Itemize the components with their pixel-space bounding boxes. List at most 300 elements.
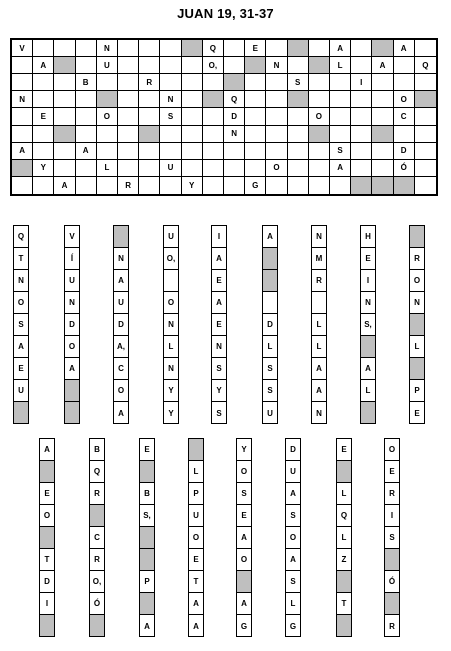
strip-cell: E <box>414 408 420 418</box>
strip-cell: O, <box>164 248 178 270</box>
grid-cell: S <box>160 108 181 125</box>
strip-cell: Q <box>14 226 28 248</box>
strip-cell: Q <box>337 505 351 527</box>
strip-cell: T <box>14 248 28 270</box>
strip-cell-shaded <box>237 571 251 593</box>
strip-cell: R <box>389 621 395 631</box>
grid-cell: D <box>394 143 415 160</box>
strip-cell: E <box>212 314 226 336</box>
strip-cell <box>263 292 277 314</box>
grid-cell <box>351 108 372 125</box>
strip-cell: A <box>237 527 251 549</box>
strip-cell: N <box>114 248 128 270</box>
strip-cell: D <box>263 314 277 336</box>
page-title: JUAN 19, 31-37 <box>177 6 274 21</box>
grid-cell <box>224 160 245 177</box>
grid-cell <box>224 143 245 160</box>
strip-cell: O, <box>90 571 104 593</box>
grid-cell <box>288 126 309 143</box>
grid-cell: Y <box>182 177 203 194</box>
grid-cell <box>309 91 330 108</box>
strip-cell: S <box>263 358 277 380</box>
grid-cell <box>12 126 33 143</box>
strip-cell-shaded <box>40 615 54 637</box>
strip-cell-shaded <box>14 402 28 424</box>
grid-cell <box>54 160 75 177</box>
grid-cell <box>351 160 372 177</box>
grid-cell <box>245 160 266 177</box>
strip-cell: Q <box>90 461 104 483</box>
strip-cell-shaded <box>90 615 104 637</box>
grid-cell <box>76 108 97 125</box>
strip-cell: O <box>237 549 251 571</box>
grid-cell: A <box>330 40 351 57</box>
grid-cell-shaded <box>372 40 393 57</box>
strip-cell: L <box>164 336 178 358</box>
grid-cell <box>245 108 266 125</box>
grid-cell <box>182 91 203 108</box>
strip-cell: L <box>263 336 277 358</box>
grid-cell: L <box>330 57 351 74</box>
strip-cell: I <box>212 226 226 248</box>
letter-strip <box>13 225 29 424</box>
strip-cell: L <box>361 380 375 402</box>
grid-cell <box>118 57 139 74</box>
grid-cell <box>118 91 139 108</box>
strip-cell: E <box>14 358 28 380</box>
strip-cell: A <box>114 270 128 292</box>
grid-cell <box>203 74 224 91</box>
grid-cell <box>97 143 118 160</box>
grid-cell <box>182 57 203 74</box>
strip-cell: L <box>410 336 424 358</box>
grid-cell <box>97 74 118 91</box>
strip-cell: B <box>90 439 104 461</box>
grid-cell: Q <box>415 57 436 74</box>
strip-cell: A <box>118 408 124 418</box>
grid-cell: O, <box>203 57 224 74</box>
strip-cell <box>312 292 326 314</box>
grid-cell <box>266 91 287 108</box>
grid-cell: I <box>351 74 372 91</box>
grid-cell <box>288 177 309 194</box>
strip-cell-shaded <box>140 461 154 483</box>
strip-cell: O <box>385 439 399 461</box>
grid-cell-shaded <box>372 126 393 143</box>
grid-cell <box>33 40 54 57</box>
grid-cell <box>118 126 139 143</box>
grid-cell: E <box>245 40 266 57</box>
grid-cell <box>203 143 224 160</box>
grid-cell: B <box>76 74 97 91</box>
strip-cell: S <box>14 314 28 336</box>
grid-cell-shaded <box>12 160 33 177</box>
strip-cell-shaded <box>385 593 399 615</box>
strip-cell: S <box>216 408 222 418</box>
grid-cell <box>309 143 330 160</box>
strip-cell: U <box>114 292 128 314</box>
strip-cell: R <box>90 549 104 571</box>
grid-cell <box>139 40 160 57</box>
strip-cell: E <box>189 549 203 571</box>
grid-cell <box>33 91 54 108</box>
grid-cell <box>160 74 181 91</box>
grid-cell: A <box>12 143 33 160</box>
strip-cell: Y <box>212 380 226 402</box>
letter-strip <box>236 438 252 637</box>
strip-cell: N <box>164 358 178 380</box>
grid-cell <box>203 126 224 143</box>
strip-cell: S, <box>361 314 375 336</box>
grid-cell <box>245 126 266 143</box>
strip-cell-shaded <box>337 571 351 593</box>
grid-cell <box>415 74 436 91</box>
grid-cell: O <box>309 108 330 125</box>
grid-cell: N <box>12 91 33 108</box>
strip-cell: E <box>237 505 251 527</box>
grid-cell <box>266 143 287 160</box>
grid-cell: Ó <box>394 160 415 177</box>
strip-cell: L <box>312 314 326 336</box>
letter-strip <box>311 225 327 424</box>
grid-cell-shaded <box>394 177 415 194</box>
strip-cell: P <box>140 571 154 593</box>
strip-cell: Ó <box>385 571 399 593</box>
strip-cell: U <box>267 408 273 418</box>
grid-cell: Q <box>224 91 245 108</box>
grid-cell: O <box>394 91 415 108</box>
grid-cell <box>54 40 75 57</box>
strip-cell-shaded <box>263 270 277 292</box>
grid-cell: D <box>224 108 245 125</box>
grid-cell <box>182 126 203 143</box>
grid-cell <box>203 160 224 177</box>
grid-cell-shaded <box>203 91 224 108</box>
grid-cell <box>160 126 181 143</box>
strip-cell: A <box>312 358 326 380</box>
strip-cell: S <box>286 571 300 593</box>
strip-cell: R <box>90 483 104 505</box>
strip-cell: N <box>65 292 79 314</box>
grid-cell <box>97 177 118 194</box>
grid-cell-shaded <box>415 91 436 108</box>
strip-cell: D <box>114 314 128 336</box>
grid-cell <box>76 40 97 57</box>
grid-cell <box>54 143 75 160</box>
strip-cell: T <box>337 593 351 615</box>
strip-cell: O <box>189 527 203 549</box>
grid-cell <box>203 177 224 194</box>
grid-cell <box>160 177 181 194</box>
grid-cell <box>394 126 415 143</box>
letter-strip <box>163 225 179 424</box>
grid-cell <box>288 57 309 74</box>
strip-cell-shaded <box>40 461 54 483</box>
grid-cell <box>245 91 266 108</box>
grid-cell-shaded <box>245 57 266 74</box>
strip-cell: N <box>212 336 226 358</box>
grid-cell <box>372 143 393 160</box>
strip-cell: Y <box>164 380 178 402</box>
strip-cell-shaded <box>140 549 154 571</box>
grid-cell-shaded <box>351 177 372 194</box>
grid-cell <box>97 126 118 143</box>
grid-cell: O <box>266 160 287 177</box>
grid-cell <box>309 160 330 177</box>
grid-cell <box>160 40 181 57</box>
strip-cell-shaded <box>263 248 277 270</box>
strip-cell: A, <box>114 336 128 358</box>
strip-cell-shaded <box>337 615 351 637</box>
strip-cell: U <box>14 380 28 402</box>
strip-cell: D <box>65 314 79 336</box>
strip-cell: R <box>312 270 326 292</box>
grid-cell <box>245 143 266 160</box>
grid-cell <box>266 40 287 57</box>
grid-cell: N <box>266 57 287 74</box>
strip-cell: E <box>212 270 226 292</box>
grid-cell <box>118 40 139 57</box>
strip-cell: O <box>237 461 251 483</box>
strip-cell: O <box>410 270 424 292</box>
strip-cell: U <box>189 505 203 527</box>
grid-cell <box>76 91 97 108</box>
grid-cell <box>139 108 160 125</box>
strip-cell: I <box>385 505 399 527</box>
grid-cell <box>351 126 372 143</box>
strip-cell: S <box>237 483 251 505</box>
grid-cell: G <box>245 177 266 194</box>
letter-strip <box>39 438 55 637</box>
grid-cell: N <box>160 91 181 108</box>
strip-cell: Í <box>65 248 79 270</box>
grid-cell <box>394 57 415 74</box>
strip-cell-shaded <box>410 314 424 336</box>
grid-cell: V <box>12 40 33 57</box>
strip-cell: E <box>40 483 54 505</box>
strip-cell: L <box>312 336 326 358</box>
letter-grid <box>10 38 438 196</box>
strip-cell: L <box>286 593 300 615</box>
letter-strip <box>285 438 301 637</box>
letter-strip <box>262 225 278 424</box>
grid-cell: A <box>54 177 75 194</box>
grid-cell <box>76 57 97 74</box>
strip-cell: T <box>189 571 203 593</box>
grid-cell: Y <box>33 160 54 177</box>
grid-cell <box>372 108 393 125</box>
strip-cell-shaded <box>140 593 154 615</box>
grid-cell <box>33 177 54 194</box>
strip-cell: E <box>337 439 351 461</box>
grid-cell: N <box>97 40 118 57</box>
grid-cell <box>224 40 245 57</box>
letter-strip <box>360 225 376 424</box>
strip-cell: A <box>212 292 226 314</box>
strip-cell: O <box>114 380 128 402</box>
strip-cell: P <box>410 380 424 402</box>
strip-cell: Ó <box>90 593 104 615</box>
grid-cell <box>245 74 266 91</box>
strip-cell: R <box>385 483 399 505</box>
strip-cell: A <box>286 549 300 571</box>
strip-cell: A <box>237 593 251 615</box>
strip-cell: C <box>114 358 128 380</box>
grid-cell <box>182 160 203 177</box>
strip-cell: A <box>189 593 203 615</box>
strip-cell: U <box>286 461 300 483</box>
grid-cell <box>288 143 309 160</box>
strip-cell: O <box>14 292 28 314</box>
strip-cell: N <box>410 292 424 314</box>
grid-cell <box>118 74 139 91</box>
grid-cell <box>118 143 139 160</box>
grid-cell <box>224 57 245 74</box>
grid-cell <box>415 160 436 177</box>
grid-cell <box>372 74 393 91</box>
strip-cell: A <box>361 358 375 380</box>
grid-cell <box>351 40 372 57</box>
strip-cell: D <box>286 439 300 461</box>
grid-cell <box>33 143 54 160</box>
grid-cell <box>160 57 181 74</box>
grid-cell <box>330 91 351 108</box>
grid-cell: E <box>33 108 54 125</box>
grid-cell <box>76 160 97 177</box>
grid-cell <box>415 40 436 57</box>
grid-cell <box>372 160 393 177</box>
strip-cell: N <box>14 270 28 292</box>
grid-cell <box>203 108 224 125</box>
grid-cell-shaded <box>54 57 75 74</box>
grid-cell-shaded <box>309 57 330 74</box>
strip-cell-shaded <box>361 336 375 358</box>
grid-cell-shaded <box>288 91 309 108</box>
strip-cell: A <box>193 621 199 631</box>
grid-cell <box>415 177 436 194</box>
grid-cell: L <box>97 160 118 177</box>
grid-cell <box>372 91 393 108</box>
grid-cell <box>118 108 139 125</box>
grid-cell <box>54 74 75 91</box>
strip-cell-shaded <box>189 439 203 461</box>
grid-cell <box>76 126 97 143</box>
grid-cell <box>415 108 436 125</box>
grid-cell: S <box>288 74 309 91</box>
strip-cell: P <box>189 483 203 505</box>
grid-cell <box>182 108 203 125</box>
strip-cell: L <box>337 527 351 549</box>
strip-cell: R <box>410 248 424 270</box>
letter-strip <box>211 225 227 424</box>
strip-cell: E <box>385 461 399 483</box>
letter-strip <box>89 438 105 637</box>
strip-cell: A <box>65 358 79 380</box>
grid-cell-shaded <box>139 126 160 143</box>
grid-cell <box>139 91 160 108</box>
strip-cell: C <box>90 527 104 549</box>
grid-cell <box>12 108 33 125</box>
letter-strip <box>336 438 352 637</box>
grid-cell <box>351 57 372 74</box>
strip-cell-shaded <box>361 402 375 424</box>
strip-cell-shaded <box>65 380 79 402</box>
grid-cell-shaded <box>309 126 330 143</box>
strip-cell-shaded <box>65 402 79 424</box>
strip-cell: A <box>312 380 326 402</box>
grid-cell: N <box>224 126 245 143</box>
strip-cell: L <box>337 483 351 505</box>
strip-cell: O <box>164 292 178 314</box>
grid-cell <box>266 126 287 143</box>
strip-cell: O <box>65 336 79 358</box>
strip-cell: M <box>312 248 326 270</box>
strip-cell: O <box>286 527 300 549</box>
grid-cell-shaded <box>224 74 245 91</box>
strip-cell: G <box>240 621 248 631</box>
letter-strip <box>64 225 80 424</box>
grid-cell: R <box>139 74 160 91</box>
strip-cell: S <box>286 505 300 527</box>
strip-cell: H <box>361 226 375 248</box>
grid-cell: O <box>97 108 118 125</box>
grid-cell <box>139 177 160 194</box>
grid-cell <box>309 177 330 194</box>
grid-cell <box>118 160 139 177</box>
letter-strip <box>409 225 425 424</box>
strip-cell: E <box>361 248 375 270</box>
strip-cell: N <box>164 314 178 336</box>
strip-cell: N <box>312 226 326 248</box>
grid-cell <box>330 108 351 125</box>
grid-cell: C <box>394 108 415 125</box>
strip-cell: I <box>361 270 375 292</box>
grid-cell <box>351 143 372 160</box>
grid-cell <box>160 143 181 160</box>
grid-cell <box>415 143 436 160</box>
grid-cell <box>330 126 351 143</box>
grid-cell <box>182 74 203 91</box>
grid-cell: U <box>160 160 181 177</box>
grid-cell <box>266 177 287 194</box>
grid-cell <box>54 91 75 108</box>
strip-cell: A <box>212 248 226 270</box>
strip-cell: S, <box>140 505 154 527</box>
strip-cell: B <box>140 483 154 505</box>
strip-cell: D <box>40 571 54 593</box>
grid-cell: R <box>118 177 139 194</box>
grid-cell <box>139 57 160 74</box>
strip-cell: A <box>144 621 150 631</box>
strip-cell-shaded <box>410 358 424 380</box>
strip-cell: Y <box>168 408 174 418</box>
grid-cell <box>54 108 75 125</box>
strip-cell: U <box>164 226 178 248</box>
strip-cell: I <box>40 593 54 615</box>
strip-cell: A <box>263 226 277 248</box>
strip-cell-shaded <box>140 527 154 549</box>
grid-cell <box>330 177 351 194</box>
grid-cell <box>76 177 97 194</box>
strip-cell-shaded <box>410 226 424 248</box>
strip-cell: A <box>40 439 54 461</box>
strip-cell <box>164 270 178 292</box>
strip-cell: O <box>40 505 54 527</box>
grid-cell-shaded <box>97 91 118 108</box>
strip-cell: E <box>140 439 154 461</box>
letter-strip <box>188 438 204 637</box>
strip-cell: S <box>212 358 226 380</box>
